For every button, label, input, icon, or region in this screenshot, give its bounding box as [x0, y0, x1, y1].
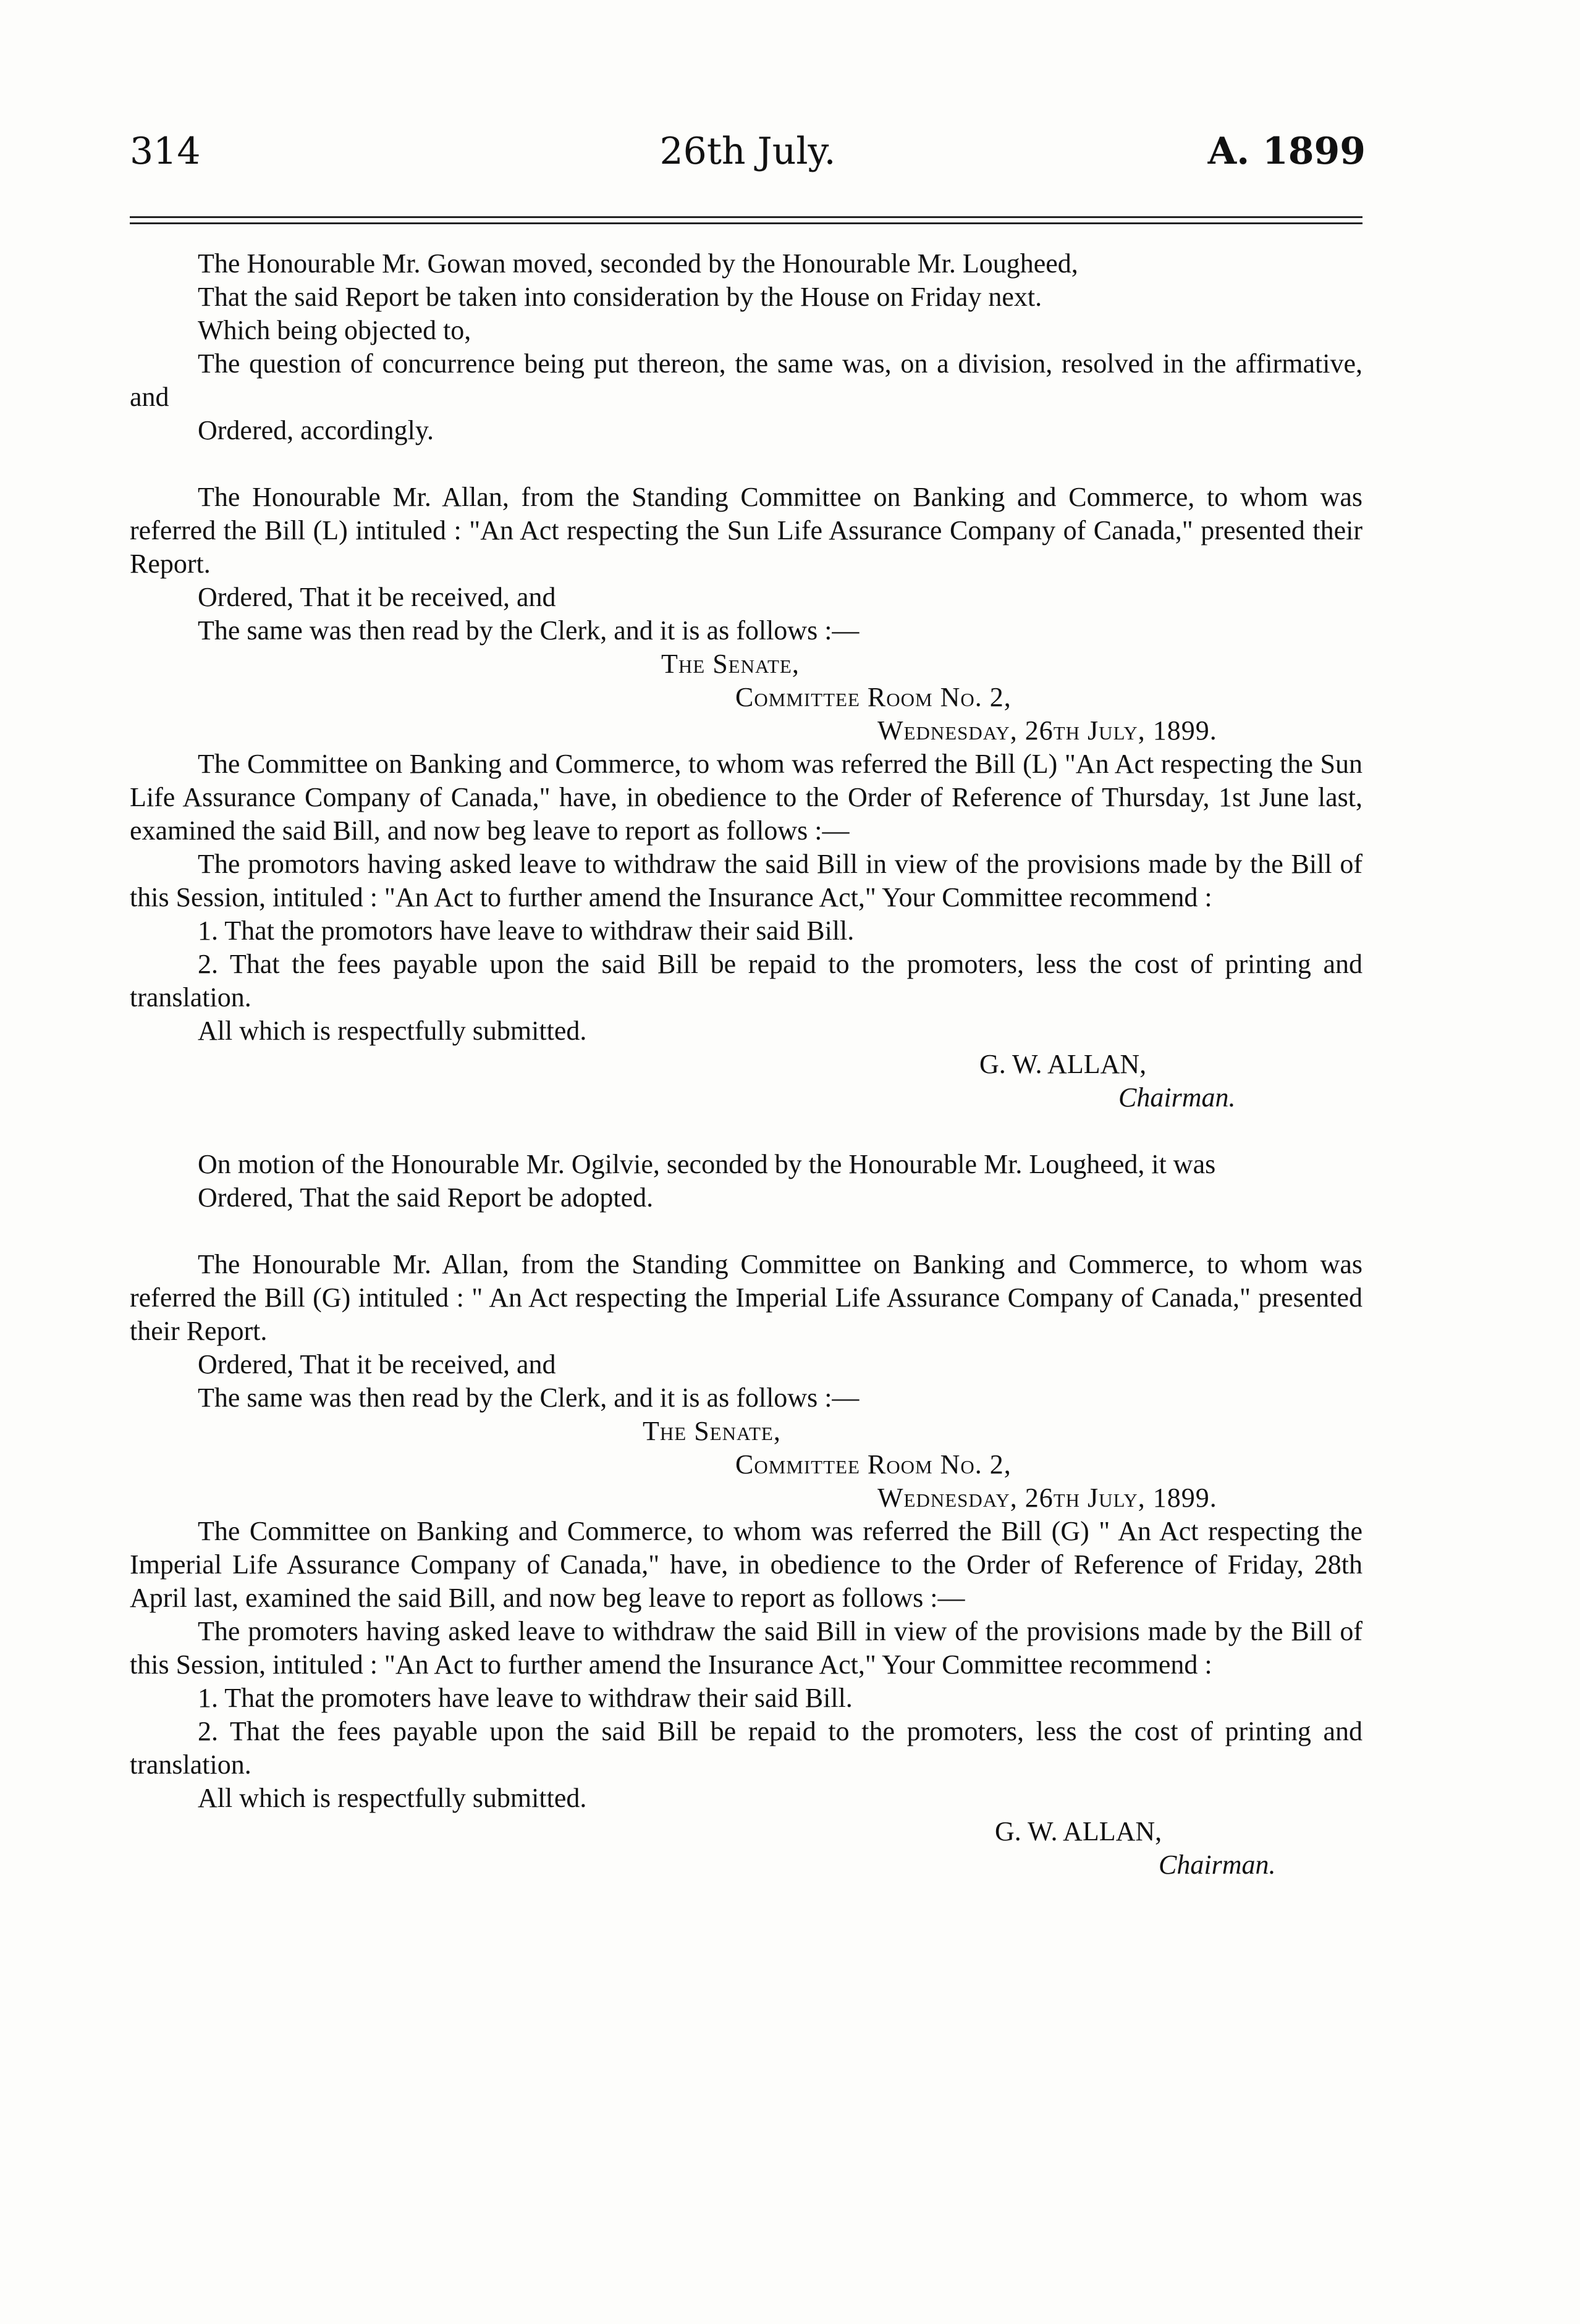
paragraph: Ordered, accordingly. — [198, 415, 434, 445]
recommendation-item: 1. That the promotors have leave to withdraw their said Bill. — [198, 916, 855, 946]
paragraph: Ordered, That it be received, and — [198, 1349, 556, 1379]
recommendation-item: 2. That the fees payable upon the said Bill be repaid to the promoters, less the cost of printing and translation. — [130, 1716, 1362, 1780]
recommendation-item: 1. That the promoters have leave to withdraw their said Bill. — [198, 1683, 853, 1713]
header-date: 26th July. — [659, 130, 836, 173]
section-imperial-life-report — [130, 1248, 1362, 1882]
heading-room: Committee Room No. 2, — [735, 1449, 1012, 1480]
heading-senate: The Senate, — [643, 1416, 781, 1446]
section-gap — [130, 1114, 1362, 1148]
section-sun-life-report — [130, 481, 1362, 1114]
paragraph: The Committee on Banking and Commerce, to whom was referred the Bill (L) "An Act respecting the Sun Life Assurance Company of Canada," have, in obedience to the Order of Reference of Thursday, 1st June last, examined the said Bill, and now beg leave to report as follows :— — [130, 749, 1362, 846]
section-gap — [130, 1215, 1362, 1248]
paragraph: The same was then read by the Clerk, and it is as follows :— — [198, 615, 860, 646]
paragraph: All which is respectfully submitted. — [198, 1783, 587, 1813]
heading-date: Wednesday, 26th July, 1899. — [877, 715, 1217, 746]
page-body — [130, 247, 1362, 1882]
signer-name: G. W. ALLAN, — [979, 1049, 1147, 1079]
paragraph: The promotors having asked leave to withdraw the said Bill in view of the provisions made by the Bill of this Session, intituled : "An Act to further amend the Insurance Act," Your Committee recommend : — [130, 849, 1362, 912]
running-header — [130, 127, 1366, 176]
signer-title: Chairman. — [1118, 1082, 1236, 1113]
section-ogilvie-motion — [130, 1148, 1362, 1215]
paragraph: The Honourable Mr. Allan, from the Standing Committee on Banking and Commerce, to whom was referred the Bill (L) intituled : "An Act respecting the Sun Life Assurance Company of Canada," presented their Report. — [130, 482, 1362, 579]
paragraph: The Honourable Mr. Allan, from the Standing Committee on Banking and Commerce, to whom was referred the Bill (G) intituled : " An Act respecting the Imperial Life Assurance Company of Canada," presented their Report. — [130, 1249, 1362, 1346]
signature-block — [130, 1048, 1362, 1114]
paragraph: The promoters having asked leave to withdraw the said Bill in view of the provisions made by the Bill of this Session, intituled : "An Act to further amend the Insurance Act," Your Committee recommend : — [130, 1616, 1362, 1680]
paragraph: Which being objected to, — [198, 315, 471, 345]
page-number: 314 — [130, 130, 201, 173]
heading-senate: The Senate, — [661, 649, 800, 679]
signature-block — [130, 1815, 1362, 1882]
heading-date: Wednesday, 26th July, 1899. — [877, 1483, 1217, 1513]
paragraph: The same was then read by the Clerk, and it is as follows :— — [198, 1383, 860, 1413]
header-rule-bottom — [130, 222, 1362, 224]
report-heading — [130, 647, 1362, 747]
paragraph: That the said Report be taken into consideration by the House on Friday next. — [198, 282, 1042, 312]
heading-room: Committee Room No. 2, — [735, 682, 1012, 712]
signer-name: G. W. ALLAN, — [995, 1816, 1162, 1846]
paragraph: The Committee on Banking and Commerce, to whom was referred the Bill (G) " An Act respecting the Imperial Life Assurance Company of Canada," have, in obedience to the Order of Reference of Friday, 28th April last, examined the said Bill, and now beg leave to report as follows :— — [130, 1516, 1362, 1613]
paragraph: The Honourable Mr. Gowan moved, seconded by the Honourable Mr. Lougheed, — [198, 248, 1078, 279]
paragraph: Ordered, That the said Report be adopted. — [198, 1182, 654, 1213]
header-year: A. 1899 — [1207, 130, 1366, 173]
paragraph: The question of concurrence being put thereon, the same was, on a division, resolved in the affirmative, and — [130, 348, 1362, 412]
section-gap — [130, 447, 1362, 481]
section-gowan-motion — [130, 247, 1362, 447]
paragraph: All which is respectfully submitted. — [198, 1016, 587, 1046]
paragraph: On motion of the Honourable Mr. Ogilvie, seconded by the Honourable Mr. Lougheed, it was — [198, 1149, 1216, 1179]
paragraph: Ordered, That it be received, and — [198, 582, 556, 612]
recommendation-item: 2. That the fees payable upon the said Bill be repaid to the promoters, less the cost of printing and translation. — [130, 949, 1362, 1013]
header-rule-top — [130, 216, 1362, 218]
report-heading — [130, 1415, 1362, 1515]
signer-title: Chairman. — [1159, 1850, 1276, 1880]
